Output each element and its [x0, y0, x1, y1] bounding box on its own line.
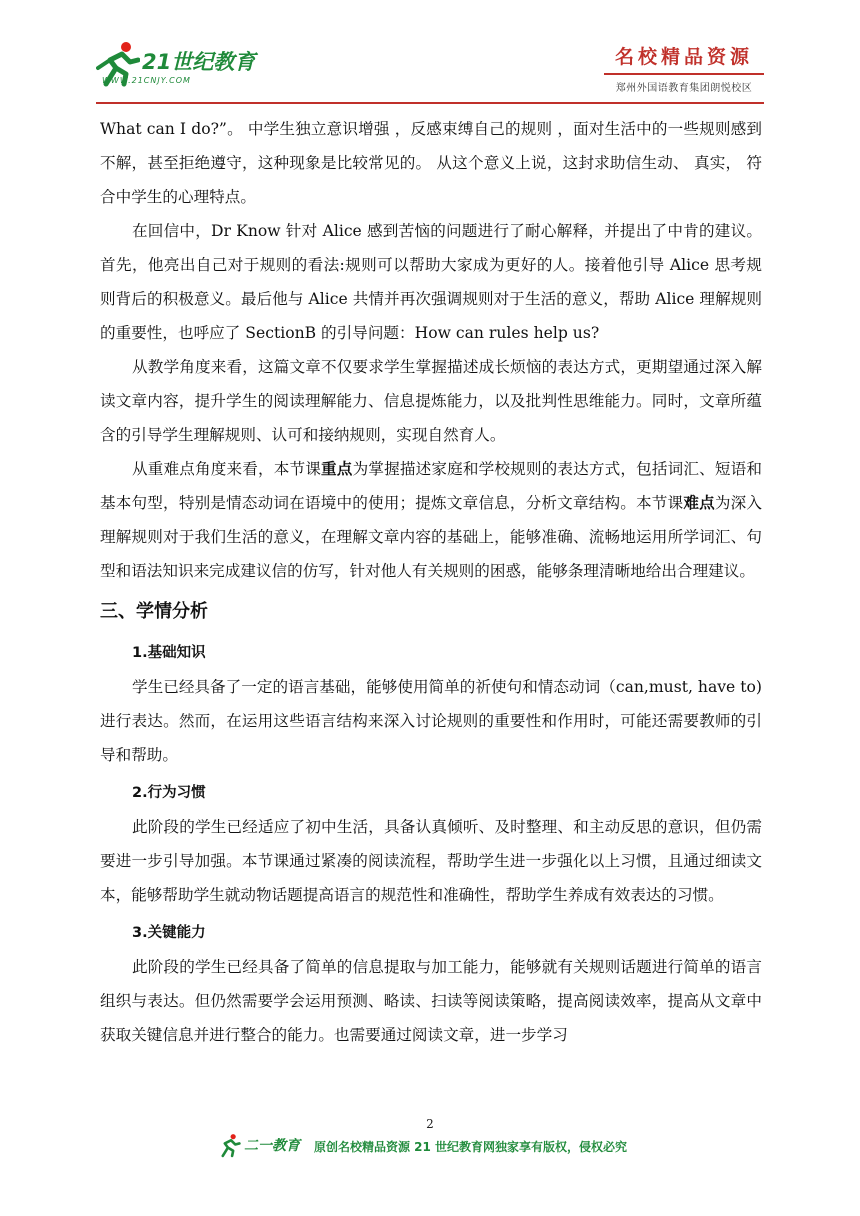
brand-block	[604, 42, 764, 94]
emphasis-key-point: 重点	[321, 460, 353, 478]
sub-paragraph-3: 此阶段的学生已经具备了简单的信息提取与加工能力，能够就有关规则话题进行简单的语言组织与表达。但仍然需要学会运用预测、略读、扫读等阅读策略，提高阅读效率，提高从文章中获取关键信息并进行整合的能力。也需要通过阅读文章，进一步学习	[100, 958, 762, 1044]
page-number: 2	[426, 1117, 434, 1131]
logo-text: 21世纪教育	[142, 50, 256, 74]
sub-heading-3: 3.关键能力	[132, 925, 206, 941]
sub-paragraph-2: 此阶段的学生已经适应了初中生活，具备认真倾听、及时整理、和主动反思的意识，但仍需要进一步引导加强。本节课通过紧凑的阅读流程，帮助学生进一步强化以上习惯，且通过细读文本，能够帮助学生就动物话题提高语言的规范性和准确性，帮助学生养成有效表达的习惯。	[100, 818, 762, 904]
footer-runner-icon	[216, 1132, 242, 1158]
section-heading: 三、学情分析	[100, 601, 208, 622]
paragraph-4-part-a: 从重难点角度来看，本节课	[132, 460, 322, 478]
sub-heading-2: 2.行为习惯	[132, 785, 206, 801]
21cnjy-logo	[96, 38, 266, 94]
paragraph-4	[100, 452, 762, 588]
paragraph-4-part-b: 为掌握描述家庭和学校规则的表达方式，包括词汇、短语和基本句型，特别是情态动词在语境中的使用；提炼文章信息，分析文章结构。本节课	[100, 460, 762, 512]
paragraph-2: 在回信中，Dr Know 针对 Alice 感到苦恼的问题进行了耐心解释，并提出了中肯的建议。 首先，他亮出自己对于规则的看法:规则可以帮助大家成为更好的人。接着他引导 Alice 思考规则背后的积极意义。最后他与 Alice 共情并再次强调规则对于生活的意义，帮助 Alice 理解规则的重要性，也呼应了 SectionB 的引导问题：How can rules help us?	[100, 222, 762, 342]
brand-divider	[604, 73, 764, 75]
logo-url: WWW.21CNJY.COM	[102, 76, 191, 85]
paragraph-4-part-c: 为深入理解规则对于我们生活的意义，在理解文章内容的基础上，能够准确、流畅地运用所学词汇、句型和语法知识来完成建议信的仿写，针对他人有关规则的困惑，能够条理清晰地给出合理建议。	[100, 494, 762, 580]
header-rule	[96, 102, 764, 104]
sub-heading-1: 1.基础知识	[132, 645, 206, 661]
sub-paragraph-1: 学生已经具备了一定的语言基础，能够使用简单的祈使句和情态动词（can,must, have to)进行表达。然而，在运用这些语言结构来深入讨论规则的重要性和作用时，可能还需要教师的引导和帮助。	[100, 678, 762, 764]
document-body	[100, 112, 762, 1052]
brand-subtitle: 郑州外国语教育集团朗悦校区	[615, 83, 753, 94]
footer-logo-text: 二一教育	[244, 1138, 300, 1154]
paragraph-3: 从教学角度来看，这篇文章不仅要求学生掌握描述成长烦恼的表达方式，更期望通过深入解读文章内容，提升学生的阅读理解能力、信息提炼能力，以及批判性思维能力。同时，文章所蕴含的引导学生理解规则、认可和接纳规则，实现自然育人。	[100, 358, 762, 444]
footer-logo	[216, 1132, 306, 1158]
paragraph-1: What can I do?”。 中学生独立意识增强 ，反感束缚自己的规则 ，面对生活中的一些规则感到不解，甚至拒绝遵守，这种现象是比较常见的。 从这个意义上说，这封求助信生动、 真实， 符合中学生的心理特点。	[100, 120, 762, 206]
brand-title: 名校精品资源	[614, 46, 753, 68]
page-header	[0, 0, 860, 108]
page-footer	[0, 1130, 860, 1160]
footer-copyright: 原创名校精品资源 21 世纪教育网独家享有版权，侵权必究	[314, 1140, 628, 1154]
emphasis-difficult-point: 难点	[683, 494, 715, 512]
